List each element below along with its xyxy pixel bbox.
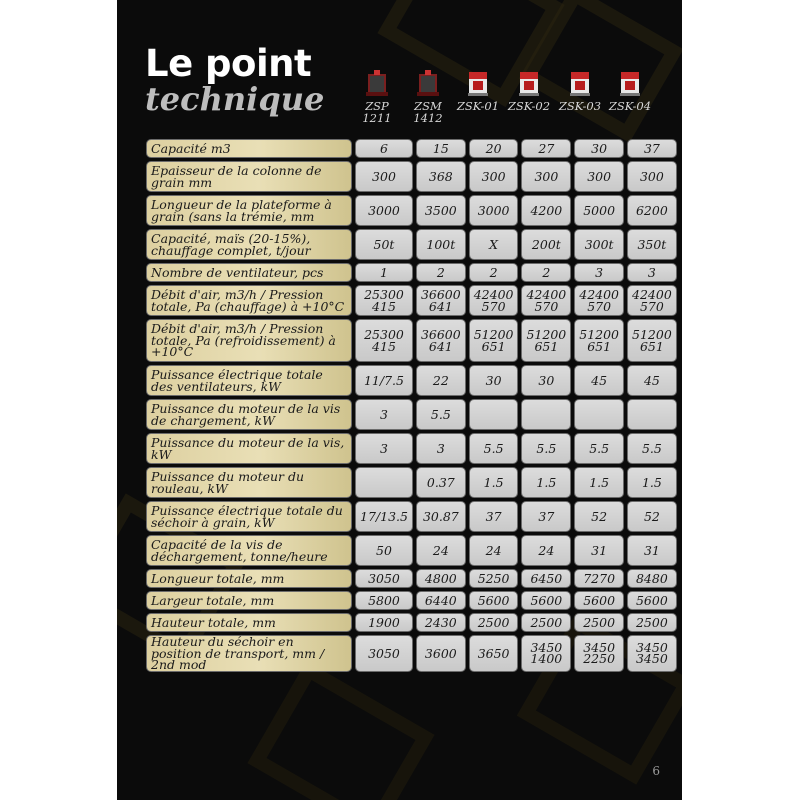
spec-label: Epaisseur de la colonne de grain mm (146, 161, 352, 192)
spec-value: 3000 (355, 195, 413, 226)
spec-value: 3 (574, 263, 624, 282)
spec-value: 22 (416, 365, 466, 396)
model-name: ZSM 1412 (413, 99, 443, 125)
spec-value: 52 (627, 501, 677, 532)
spec-value: 31 (574, 535, 624, 566)
spec-value: 45 (627, 365, 677, 396)
spec-value: 42400 570 (521, 285, 571, 316)
spec-value: 100t (416, 229, 466, 260)
spec-row (146, 195, 677, 226)
spec-label: Longueur de la plateforme à grain (sans la trémie, mm (146, 195, 352, 226)
spec-value (521, 399, 571, 430)
spec-value: 4800 (416, 569, 466, 588)
spec-value: 27 (521, 139, 571, 158)
spec-value: 3450 1400 (521, 635, 571, 672)
spec-value: 2500 (469, 613, 519, 632)
spec-value: 30 (521, 365, 571, 396)
spec-value (574, 399, 624, 430)
spec-value: 51200 651 (627, 319, 677, 362)
spec-row (146, 535, 677, 566)
spec-value: 1.5 (521, 467, 571, 498)
page-subtitle: technique (145, 80, 325, 118)
spec-value: 300 (521, 161, 571, 192)
spec-row (146, 229, 677, 260)
spec-value (355, 467, 413, 498)
spec-label: Puissance du moteur de la vis, kW (146, 433, 352, 464)
spec-value: 3000 (469, 195, 519, 226)
spec-value: 6200 (627, 195, 677, 226)
spec-value: 5600 (469, 591, 519, 610)
model-column-header (606, 68, 654, 138)
spec-value: 1.5 (574, 467, 624, 498)
spec-value: 15 (416, 139, 466, 158)
dryer-tower-icon (364, 68, 390, 98)
page-title: Le point (145, 42, 312, 85)
spec-value (469, 399, 519, 430)
spec-value: 20 (469, 139, 519, 158)
spec-label: Hauteur totale, mm (146, 613, 352, 632)
spec-value: 24 (469, 535, 519, 566)
dryer-tower-icon (415, 68, 441, 98)
spec-value: 2 (469, 263, 519, 282)
spec-value: 45 (574, 365, 624, 396)
dryer-module-icon (617, 68, 643, 98)
spec-value: 3 (355, 433, 413, 464)
spec-value: 300 (469, 161, 519, 192)
spec-value: 3450 3450 (627, 635, 677, 672)
spec-value: 350t (627, 229, 677, 260)
spec-value: 2 (416, 263, 466, 282)
spec-value: 0.37 (416, 467, 466, 498)
spec-value: 25300 415 (355, 285, 413, 316)
spec-value: 50t (355, 229, 413, 260)
model-column-header (556, 68, 604, 138)
spec-value: 24 (416, 535, 466, 566)
spec-label: Puissance du moteur du rouleau, kW (146, 467, 352, 498)
model-column-header (353, 68, 401, 138)
spec-row (146, 161, 677, 192)
spec-value: 8480 (627, 569, 677, 588)
spec-value: 2 (521, 263, 571, 282)
spec-row (146, 501, 677, 532)
spec-value: 36600 641 (416, 285, 466, 316)
model-column-header (454, 68, 502, 138)
spec-value: 2500 (521, 613, 571, 632)
spec-label: Hauteur du séchoir en position de transport, mm / 2nd mod (146, 635, 352, 672)
spec-value: 30 (469, 365, 519, 396)
spec-value: 6 (355, 139, 413, 158)
spec-value: 1900 (355, 613, 413, 632)
spec-row (146, 399, 677, 430)
page-number: 6 (652, 764, 660, 778)
spec-value: 3 (627, 263, 677, 282)
spec-value (627, 399, 677, 430)
spec-value: 3600 (416, 635, 466, 672)
dryer-module-icon (465, 68, 491, 98)
spec-value: 5600 (521, 591, 571, 610)
spec-value: 51200 651 (574, 319, 624, 362)
spec-label: Capacité de la vis de déchargement, tonne/heure (146, 535, 352, 566)
spec-value: 300t (574, 229, 624, 260)
spec-row (146, 285, 677, 316)
spec-value: 5800 (355, 591, 413, 610)
spec-page (117, 0, 682, 800)
spec-row (146, 635, 677, 672)
spec-row (146, 263, 677, 282)
spec-value: 368 (416, 161, 466, 192)
spec-value: 30.87 (416, 501, 466, 532)
model-column-header (505, 68, 553, 138)
spec-value: 51200 651 (521, 319, 571, 362)
spec-value: 5600 (574, 591, 624, 610)
spec-label: Capacité, maïs (20-15%), chauffage complet, t/jour (146, 229, 352, 260)
model-name: ZSK-04 (608, 99, 652, 113)
spec-value: 42400 570 (627, 285, 677, 316)
spec-value: 6450 (521, 569, 571, 588)
spec-value: 5.5 (416, 399, 466, 430)
spec-value: 3 (416, 433, 466, 464)
spec-value: 4200 (521, 195, 571, 226)
model-name: ZSK-01 (456, 99, 500, 113)
spec-value: 31 (627, 535, 677, 566)
spec-row (146, 319, 677, 362)
spec-row (146, 613, 677, 632)
spec-value: X (469, 229, 519, 260)
spec-value: 7270 (574, 569, 624, 588)
spec-value: 2500 (627, 613, 677, 632)
dryer-module-icon (516, 68, 542, 98)
spec-value: 42400 570 (469, 285, 519, 316)
spec-value: 5.5 (521, 433, 571, 464)
spec-value: 17/13.5 (355, 501, 413, 532)
spec-row (146, 467, 677, 498)
spec-value: 3 (355, 399, 413, 430)
spec-value: 11/7.5 (355, 365, 413, 396)
spec-table (143, 136, 680, 675)
spec-label: Longueur totale, mm (146, 569, 352, 588)
spec-label: Débit d'air, m3/h / Pression totale, Pa (refroidissement) à +10°C (146, 319, 352, 362)
spec-value: 2430 (416, 613, 466, 632)
spec-value: 52 (574, 501, 624, 532)
spec-value: 1 (355, 263, 413, 282)
model-name: ZSK-02 (507, 99, 551, 113)
spec-value: 6440 (416, 591, 466, 610)
spec-value: 200t (521, 229, 571, 260)
model-name: ZSP 1211 (362, 99, 392, 125)
spec-label: Largeur totale, mm (146, 591, 352, 610)
spec-value: 37 (469, 501, 519, 532)
model-column-header (404, 68, 452, 138)
spec-row (146, 569, 677, 588)
spec-value: 300 (574, 161, 624, 192)
spec-value: 3050 (355, 635, 413, 672)
spec-label: Débit d'air, m3/h / Pression totale, Pa (chauffage) à +10°C (146, 285, 352, 316)
spec-value: 1.5 (469, 467, 519, 498)
spec-value: 3500 (416, 195, 466, 226)
spec-label: Nombre de ventilateur, pcs (146, 263, 352, 282)
spec-value: 3050 (355, 569, 413, 588)
spec-value: 30 (574, 139, 624, 158)
spec-value: 5.5 (574, 433, 624, 464)
spec-row (146, 139, 677, 158)
spec-value: 5250 (469, 569, 519, 588)
dryer-module-icon (567, 68, 593, 98)
spec-value: 24 (521, 535, 571, 566)
model-name: ZSK-03 (558, 99, 602, 113)
spec-value: 50 (355, 535, 413, 566)
spec-value: 51200 651 (469, 319, 519, 362)
spec-value: 5000 (574, 195, 624, 226)
spec-value: 42400 570 (574, 285, 624, 316)
spec-row (146, 433, 677, 464)
spec-value: 5.5 (469, 433, 519, 464)
spec-value: 3650 (469, 635, 519, 672)
spec-value: 36600 641 (416, 319, 466, 362)
spec-value: 37 (521, 501, 571, 532)
spec-label: Puissance électrique totale du séchoir à grain, kW (146, 501, 352, 532)
spec-label: Puissance du moteur de la vis de chargement, kW (146, 399, 352, 430)
spec-value: 5600 (627, 591, 677, 610)
spec-label: Capacité m3 (146, 139, 352, 158)
spec-value: 1.5 (627, 467, 677, 498)
spec-label: Puissance électrique totale des ventilateurs, kW (146, 365, 352, 396)
spec-value: 5.5 (627, 433, 677, 464)
spec-value: 300 (355, 161, 413, 192)
decorative-hexagon (247, 661, 434, 800)
spec-value: 37 (627, 139, 677, 158)
spec-value: 300 (627, 161, 677, 192)
spec-value: 2500 (574, 613, 624, 632)
spec-value: 3450 2250 (574, 635, 624, 672)
spec-row (146, 365, 677, 396)
spec-value: 25300 415 (355, 319, 413, 362)
spec-row (146, 591, 677, 610)
